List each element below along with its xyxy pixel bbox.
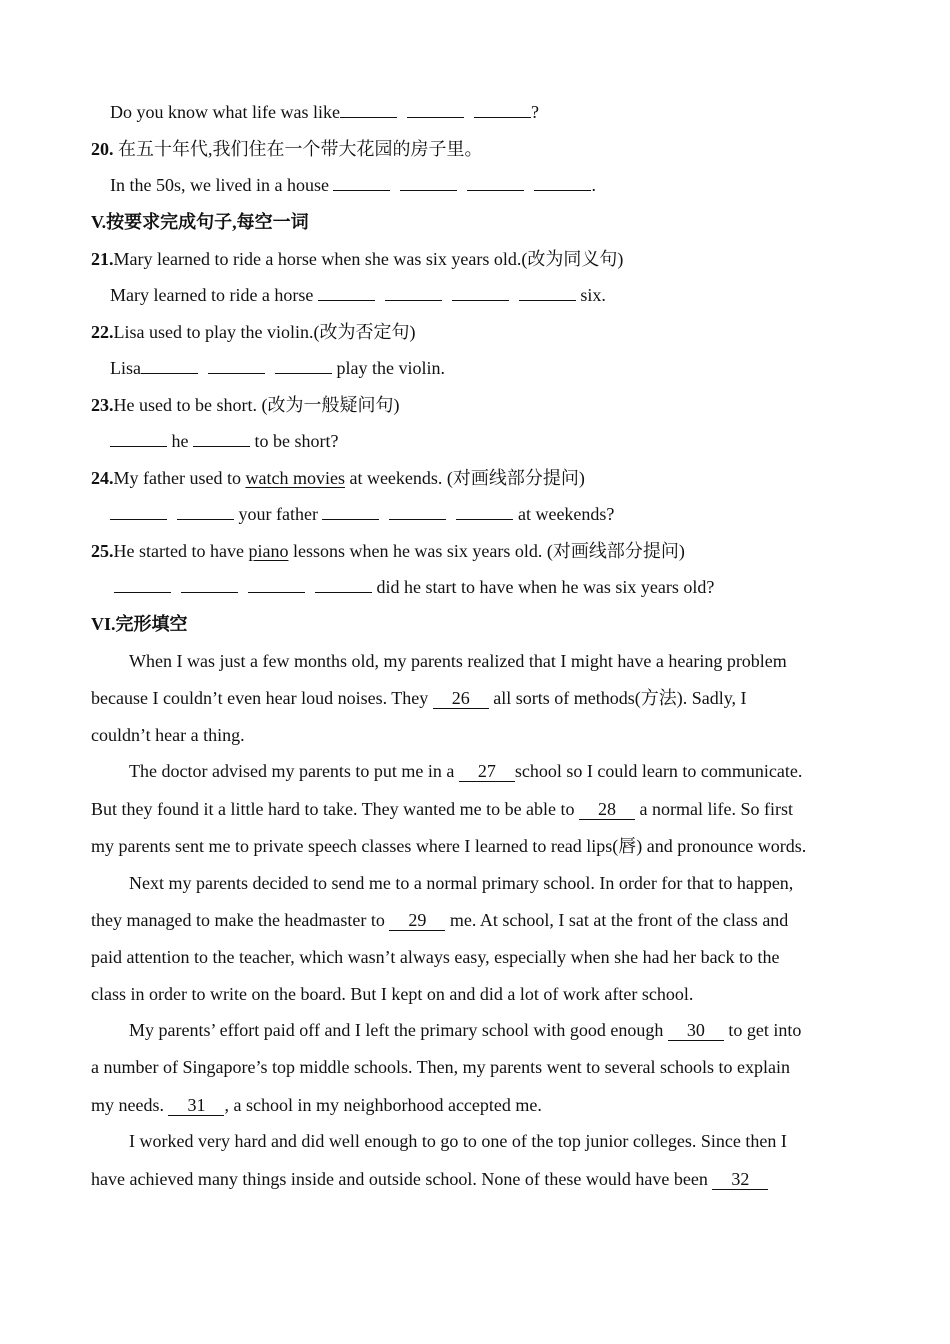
question-number: 20. <box>91 139 114 159</box>
answer-blank[interactable] <box>181 576 238 593</box>
cloze-blank-31[interactable]: 31 <box>168 1095 224 1116</box>
answer-blank[interactable] <box>322 503 379 520</box>
section-vi-title: VI.完形填空 <box>91 614 188 634</box>
answer-blank[interactable] <box>467 174 524 191</box>
cloze-blank-29[interactable]: 29 <box>389 910 445 931</box>
answer-blank[interactable] <box>519 284 576 301</box>
q23-prompt: 23.He used to be short. (改为一般疑问句) <box>91 395 400 415</box>
cloze-line: a number of Singapore’s top middle schools. Then, my parents went to several schools to explain <box>91 1057 791 1077</box>
question-number: 23. <box>91 395 114 415</box>
answer-blank[interactable] <box>456 503 513 520</box>
answer-blank[interactable] <box>340 101 397 118</box>
answer-blank[interactable] <box>110 503 167 520</box>
answer-blank[interactable] <box>315 576 372 593</box>
cloze-blank-32[interactable]: 32 <box>712 1169 768 1190</box>
cloze-blank-27[interactable]: 27 <box>459 761 515 782</box>
cloze-line: The doctor advised my parents to put me in a 27 school so I could learn to communicate. <box>129 761 803 781</box>
q23-answer-line: he to be short? <box>110 429 338 453</box>
answer-blank[interactable] <box>318 284 375 301</box>
cloze-line: class in order to write on the board. But I kept on and did a lot of work after school. <box>91 984 694 1004</box>
question-number: 21. <box>91 249 114 269</box>
answer-blank[interactable] <box>208 357 265 374</box>
answer-blank[interactable] <box>193 430 250 447</box>
q21-prompt: 21.Mary learned to ride a horse when she was six years old.(改为同义句) <box>91 249 624 269</box>
answer-blank[interactable] <box>474 101 531 118</box>
answer-blank[interactable] <box>407 101 464 118</box>
q25-answer-line: did he start to have when he was six years old? <box>114 575 714 599</box>
q24-answer-line: your father at weekends? <box>110 502 614 526</box>
answer-blank[interactable] <box>177 503 234 520</box>
answer-blank[interactable] <box>141 357 198 374</box>
q20-answer-line: In the 50s, we lived in a house . <box>110 175 596 195</box>
answer-blank[interactable] <box>333 174 390 191</box>
cloze-line: couldn’t hear a thing. <box>91 725 245 745</box>
cloze-line: have achieved many things inside and outside school. None of these would have been 32 <box>91 1167 768 1191</box>
answer-blank[interactable] <box>248 576 305 593</box>
answer-blank[interactable] <box>110 430 167 447</box>
question-number: 25. <box>91 541 114 561</box>
q21-answer-line: Mary learned to ride a horse six. <box>110 285 606 305</box>
cloze-line: My parents’ effort paid off and I left the primary school with good enough 30 to get into <box>129 1020 802 1040</box>
cloze-line: paid attention to the teacher, which wasn’t always easy, especially when she had her back to the <box>91 947 780 967</box>
q22-prompt: 22.Lisa used to play the violin.(改为否定句) <box>91 322 416 342</box>
cloze-blank-30[interactable]: 30 <box>668 1020 724 1041</box>
cloze-line: I worked very hard and did well enough to go to one of the top junior colleges. Since then I <box>129 1131 787 1151</box>
answer-blank[interactable] <box>389 503 446 520</box>
question-number: 24. <box>91 468 114 488</box>
section-v-title: V.按要求完成句子,每空一词 <box>91 212 309 232</box>
answer-blank[interactable] <box>275 357 332 374</box>
cloze-line: because I couldn’t even hear loud noises. They 26 all sorts of methods(方法). Sadly, I <box>91 688 747 708</box>
cloze-line: my parents sent me to private speech classes where I learned to read lips(唇) and pronounce words. <box>91 836 807 856</box>
answer-blank[interactable] <box>534 174 591 191</box>
underlined-phrase: watch movies <box>245 468 345 488</box>
q22-answer-line: Lisa play the violin. <box>110 358 445 378</box>
underlined-word: piano <box>248 541 289 561</box>
cloze-blank-26[interactable]: 26 <box>433 688 489 709</box>
q20-prompt <box>91 137 483 161</box>
q19-answer-line: Do you know what life was like ? <box>110 102 539 122</box>
q24-prompt: 24.My father used to watch movies at weekends. (对画线部分提问) <box>91 468 585 488</box>
cloze-line: When I was just a few months old, my parents realized that I might have a hearing problem <box>129 651 787 671</box>
cloze-line: Next my parents decided to send me to a normal primary school. In order for that to happen, <box>129 873 794 893</box>
cloze-blank-28[interactable]: 28 <box>579 799 635 820</box>
question-number: 22. <box>91 322 114 342</box>
answer-blank[interactable] <box>385 284 442 301</box>
cloze-line: But they found it a little hard to take. They wanted me to be able to 28 a normal life. So first <box>91 799 794 819</box>
q20-chinese-text: 在五十年代,我们住在一个带大花园的房子里。 <box>113 139 483 159</box>
answer-blank[interactable] <box>452 284 509 301</box>
cloze-line: they managed to make the headmaster to 29 me. At school, I sat at the front of the class and <box>91 910 789 930</box>
q25-prompt: 25.He started to have piano lessons when he was six years old. (对画线部分提问) <box>91 541 685 561</box>
cloze-line: my needs. 31 , a school in my neighborhood accepted me. <box>91 1095 542 1115</box>
answer-blank[interactable] <box>114 576 171 593</box>
answer-blank[interactable] <box>400 174 457 191</box>
